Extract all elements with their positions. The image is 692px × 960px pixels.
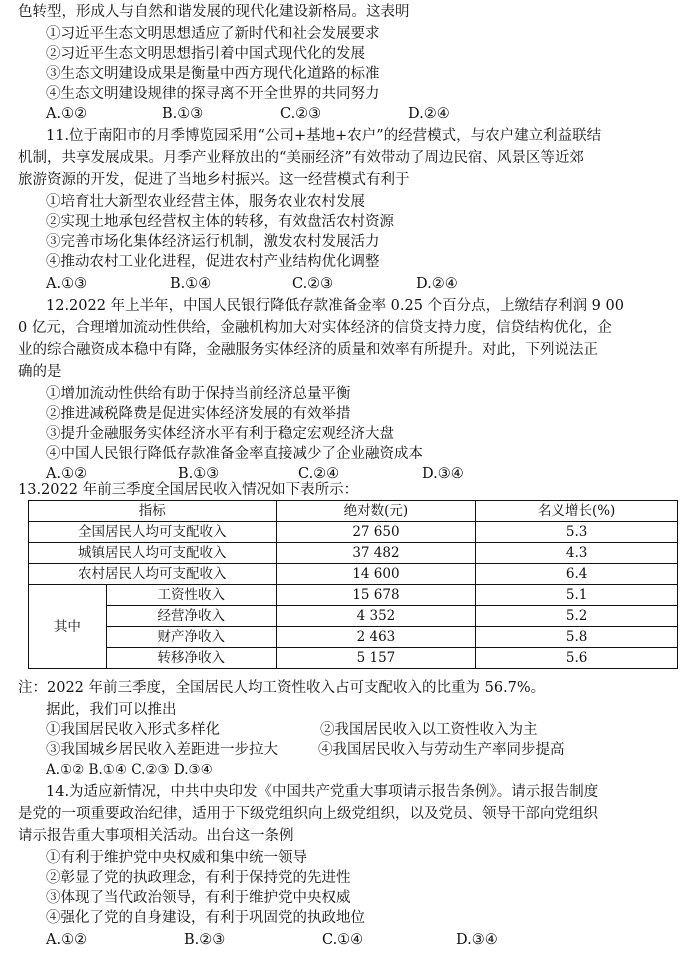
q14-stem-line-3: 请示报告重大事项相关活动。出台这一条例	[18, 828, 294, 844]
row-growth: 5.6	[476, 648, 678, 669]
q14-item-2: ②彰显了党的执政理念，有利于保持党的先进性	[46, 870, 351, 886]
table-row	[29, 648, 678, 669]
q11-option-b[interactable]: B.①④	[170, 276, 212, 292]
q13-note: 注：2022 年前三季度，全国居民人均工资性收入占可支配收入的比重为 56.7%。	[18, 680, 546, 696]
q10-stem-end: 色转型，形成人与自然和谐发展的现代化建设新格局。这表明	[18, 4, 410, 20]
q10-item-2: ②习近平生态文明思想指引着中国式现代化的发展	[46, 46, 365, 62]
q11-item-4: ④推动农村工业化进程，促进农村产业结构优化调整	[46, 254, 380, 270]
q10-option-b[interactable]: B.①③	[162, 106, 204, 122]
row-label: 农村居民人均可支配收入	[29, 564, 277, 585]
table-row	[29, 522, 678, 543]
row-value: 14 600	[276, 564, 476, 585]
header-growth: 名义增长(%)	[476, 501, 678, 522]
q14-options	[46, 930, 498, 950]
q14-item-3: ③体现了当代政治领导，有利于维护党中央权威	[46, 890, 351, 906]
q13-stem: 13.2022 年前三季度全国居民收入情况如下表所示：	[18, 482, 359, 498]
q14-stem-line-1: 14.为适应新情况，中共中央印发《中国共产党重大事项请示报告条例》。请示报告制度	[46, 784, 599, 800]
row-label: 财产净收入	[106, 627, 276, 648]
row-value: 4 352	[276, 606, 476, 627]
q13-lead: 据此，我们可以推出	[46, 702, 177, 718]
q11-item-1: ①培育壮大新型农业经营主体，服务农业农村发展	[46, 194, 365, 210]
q12-item-1: ①增加流动性供给有助于保持当前经济总量平衡	[46, 386, 351, 402]
row-growth: 6.4	[476, 564, 678, 585]
q11-options	[46, 274, 458, 294]
q13-options: A.①② B.①④ C.②③ D.③④	[46, 762, 213, 778]
row-growth: 5.1	[476, 585, 678, 606]
q10-option-c[interactable]: C.②③	[280, 106, 322, 122]
q11-item-2: ②实现土地承包经营权主体的转移，有效盘活农村资源	[46, 214, 394, 230]
q14-option-b[interactable]: B.②③	[184, 932, 226, 948]
q12-stem-line-3: 业的综合融资成本稳中有降，金融服务实体经济的质量和效率有所提升。对此，下列说法正	[18, 342, 598, 358]
q13-item-3: ③我国城乡居民收入差距进一步拉大	[46, 742, 278, 758]
row-value: 37 482	[276, 543, 476, 564]
q12-option-d[interactable]: D.③④	[422, 466, 464, 482]
q12-option-c[interactable]: C.②④	[298, 466, 340, 482]
q11-stem-line-1: 11.位于南阳市的月季博览园采用“公司+基地+农户”的经营模式，与农户建立利益联结	[46, 128, 602, 144]
q10-options	[46, 104, 450, 124]
q11-item-3: ③完善市场化集体经济运行机制，激发农村发展活力	[46, 234, 380, 250]
table-row	[29, 585, 678, 606]
table-header-row	[29, 501, 678, 522]
q13-item-2: ②我国居民收入以工资性收入为主	[320, 722, 538, 738]
q10-item-3: ③生态文明建设成果是衡量中西方现代化道路的标准	[46, 66, 380, 82]
income-table	[28, 500, 678, 669]
q12-stem-line-2: 0 亿元，合理增加流动性供给，金融机构加大对实体经济的信贷支持力度，信贷结构优化，企	[18, 320, 612, 336]
row-value: 27 650	[276, 522, 476, 543]
row-label: 工资性收入	[106, 585, 276, 606]
q12-item-2: ②推进减税降费是促进实体经济发展的有效举措	[46, 406, 351, 422]
header-indicator: 指标	[29, 501, 277, 522]
q11-option-d[interactable]: D.②④	[416, 276, 458, 292]
q14-item-1: ①有利于维护党中央权威和集中统一领导	[46, 850, 307, 866]
row-growth: 5.2	[476, 606, 678, 627]
header-absolute: 绝对数(元)	[276, 501, 476, 522]
q12-item-4: ④中国人民银行降低存款准备金率直接减少了企业融资成本	[46, 446, 423, 462]
q14-stem-line-2: 是党的一项重要政治纪律，适用于下级党组织向上级党组织，以及党员、领导干部向党组织	[18, 806, 598, 822]
q10-item-1: ①习近平生态文明思想适应了新时代和社会发展要求	[46, 26, 380, 42]
q11-stem-line-2: 机制，共享发展成果。月季产业释放出的“美丽经济”有效带动了周边民宿、风景区等近郊	[18, 150, 584, 166]
q13-item-4: ④我国居民收入与劳动生产率同步提高	[318, 742, 565, 758]
q14-option-c[interactable]: C.①④	[322, 932, 364, 948]
row-label: 转移净收入	[106, 648, 276, 669]
row-value: 15 678	[276, 585, 476, 606]
row-growth: 4.3	[476, 543, 678, 564]
table-row	[29, 627, 678, 648]
row-growth: 5.3	[476, 522, 678, 543]
group-label: 其中	[29, 585, 107, 669]
q11-option-c[interactable]: C.②③	[292, 276, 334, 292]
q10-item-4: ④生态文明建设规律的探寻离不开全世界的共同努力	[46, 86, 380, 102]
q12-stem-line-1: 12.2022 年上半年，中国人民银行降低存款准备金率 0.25 个百分点，上缴结存利润 9 00	[46, 298, 624, 314]
table-row	[29, 543, 678, 564]
row-label: 经营净收入	[106, 606, 276, 627]
q10-option-a[interactable]: A.①②	[46, 106, 88, 122]
q11-stem-line-3: 旅游资源的开发，促进了当地乡村振兴。这一经营模式有利于	[18, 172, 410, 188]
q10-option-d[interactable]: D.②④	[408, 106, 450, 122]
table-row	[29, 606, 678, 627]
q12-stem-line-4: 确的是	[18, 364, 62, 380]
q14-option-a[interactable]: A.①②	[46, 932, 88, 948]
q12-item-3: ③提升金融服务实体经济水平有利于稳定宏观经济大盘	[46, 426, 394, 442]
row-label: 全国居民人均可支配收入	[29, 522, 277, 543]
q11-option-a[interactable]: A.①③	[46, 276, 88, 292]
row-growth: 5.8	[476, 627, 678, 648]
q14-item-4: ④强化了党的自身建设，有利于巩固党的执政地位	[46, 910, 365, 926]
q12-option-b[interactable]: B.①③	[178, 466, 220, 482]
q12-option-a[interactable]: A.①②	[46, 466, 88, 482]
row-value: 2 463	[276, 627, 476, 648]
q13-item-1: ①我国居民收入形式多样化	[46, 722, 220, 738]
q14-option-d[interactable]: D.③④	[456, 932, 498, 948]
row-label: 城镇居民人均可支配收入	[29, 543, 277, 564]
table-row	[29, 564, 678, 585]
row-value: 5 157	[276, 648, 476, 669]
